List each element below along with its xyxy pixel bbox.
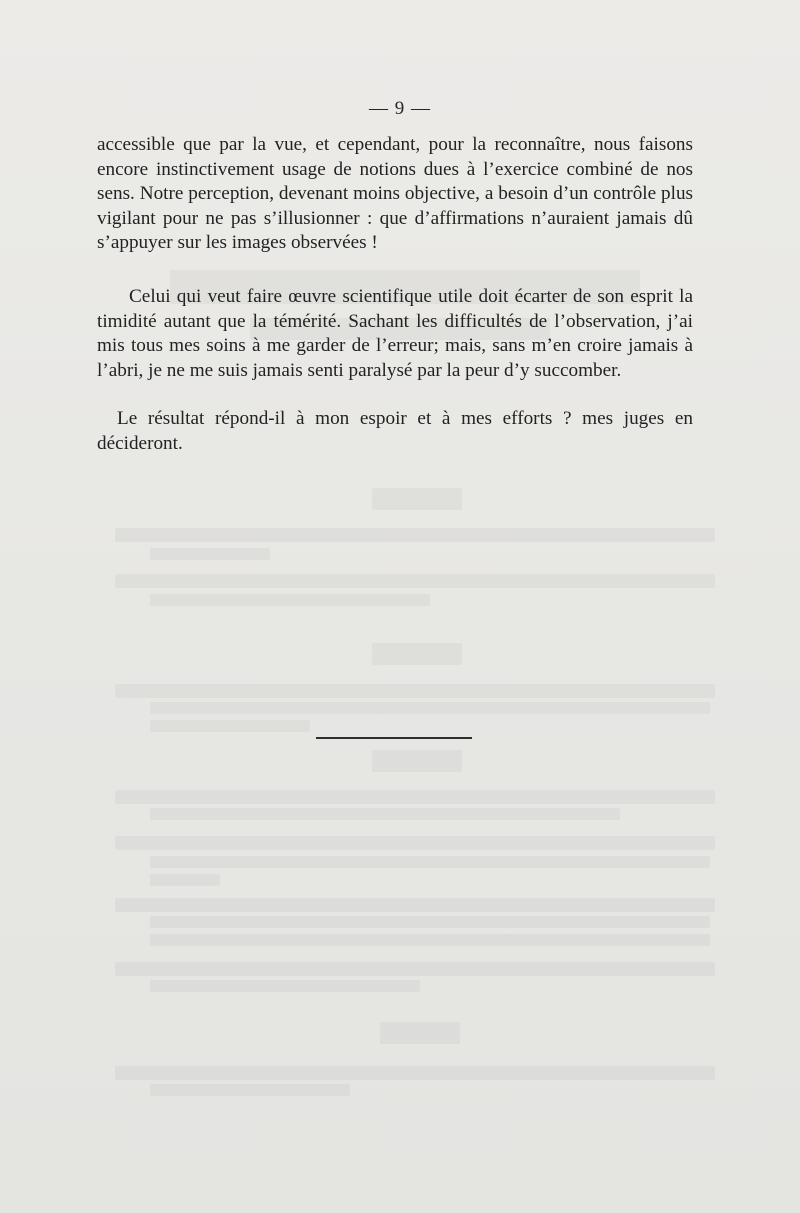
paragraph-2 bbox=[97, 285, 693, 383]
paragraph-1 bbox=[97, 133, 693, 256]
section-divider-rule bbox=[316, 737, 472, 739]
paragraph-3 bbox=[97, 407, 693, 456]
paragraph-1-text: accessible que par la vue, et cependant, pour la reconnaître, nous faisons encore instinctivement usage de notions dues à l’exercice combiné de nos sens. Notre perception, devenant moins objective, a besoin d’un contrôle plus vigilant pour ne pas s’illusionner : que d’affirmations n’auraient jamais dû s’appuyer sur les images observées ! bbox=[97, 134, 693, 254]
page-number: — 9 — bbox=[369, 98, 431, 119]
paragraph-3-text: Le résultat répond-il à mon espoir et à mes efforts ? mes juges en décideront. bbox=[97, 408, 693, 454]
paragraph-2-text: Celui qui veut faire œuvre scientifique utile doit écarter de son esprit la timidité autant que la témérité. Sachant les difficultés de l’observation, j’ai mis tous mes soins à me garder de l’erreur; mais, sans m’en croire jamais à l’abri, je ne me suis jamais senti paralysé par la peur d’y succomber. bbox=[97, 286, 693, 381]
